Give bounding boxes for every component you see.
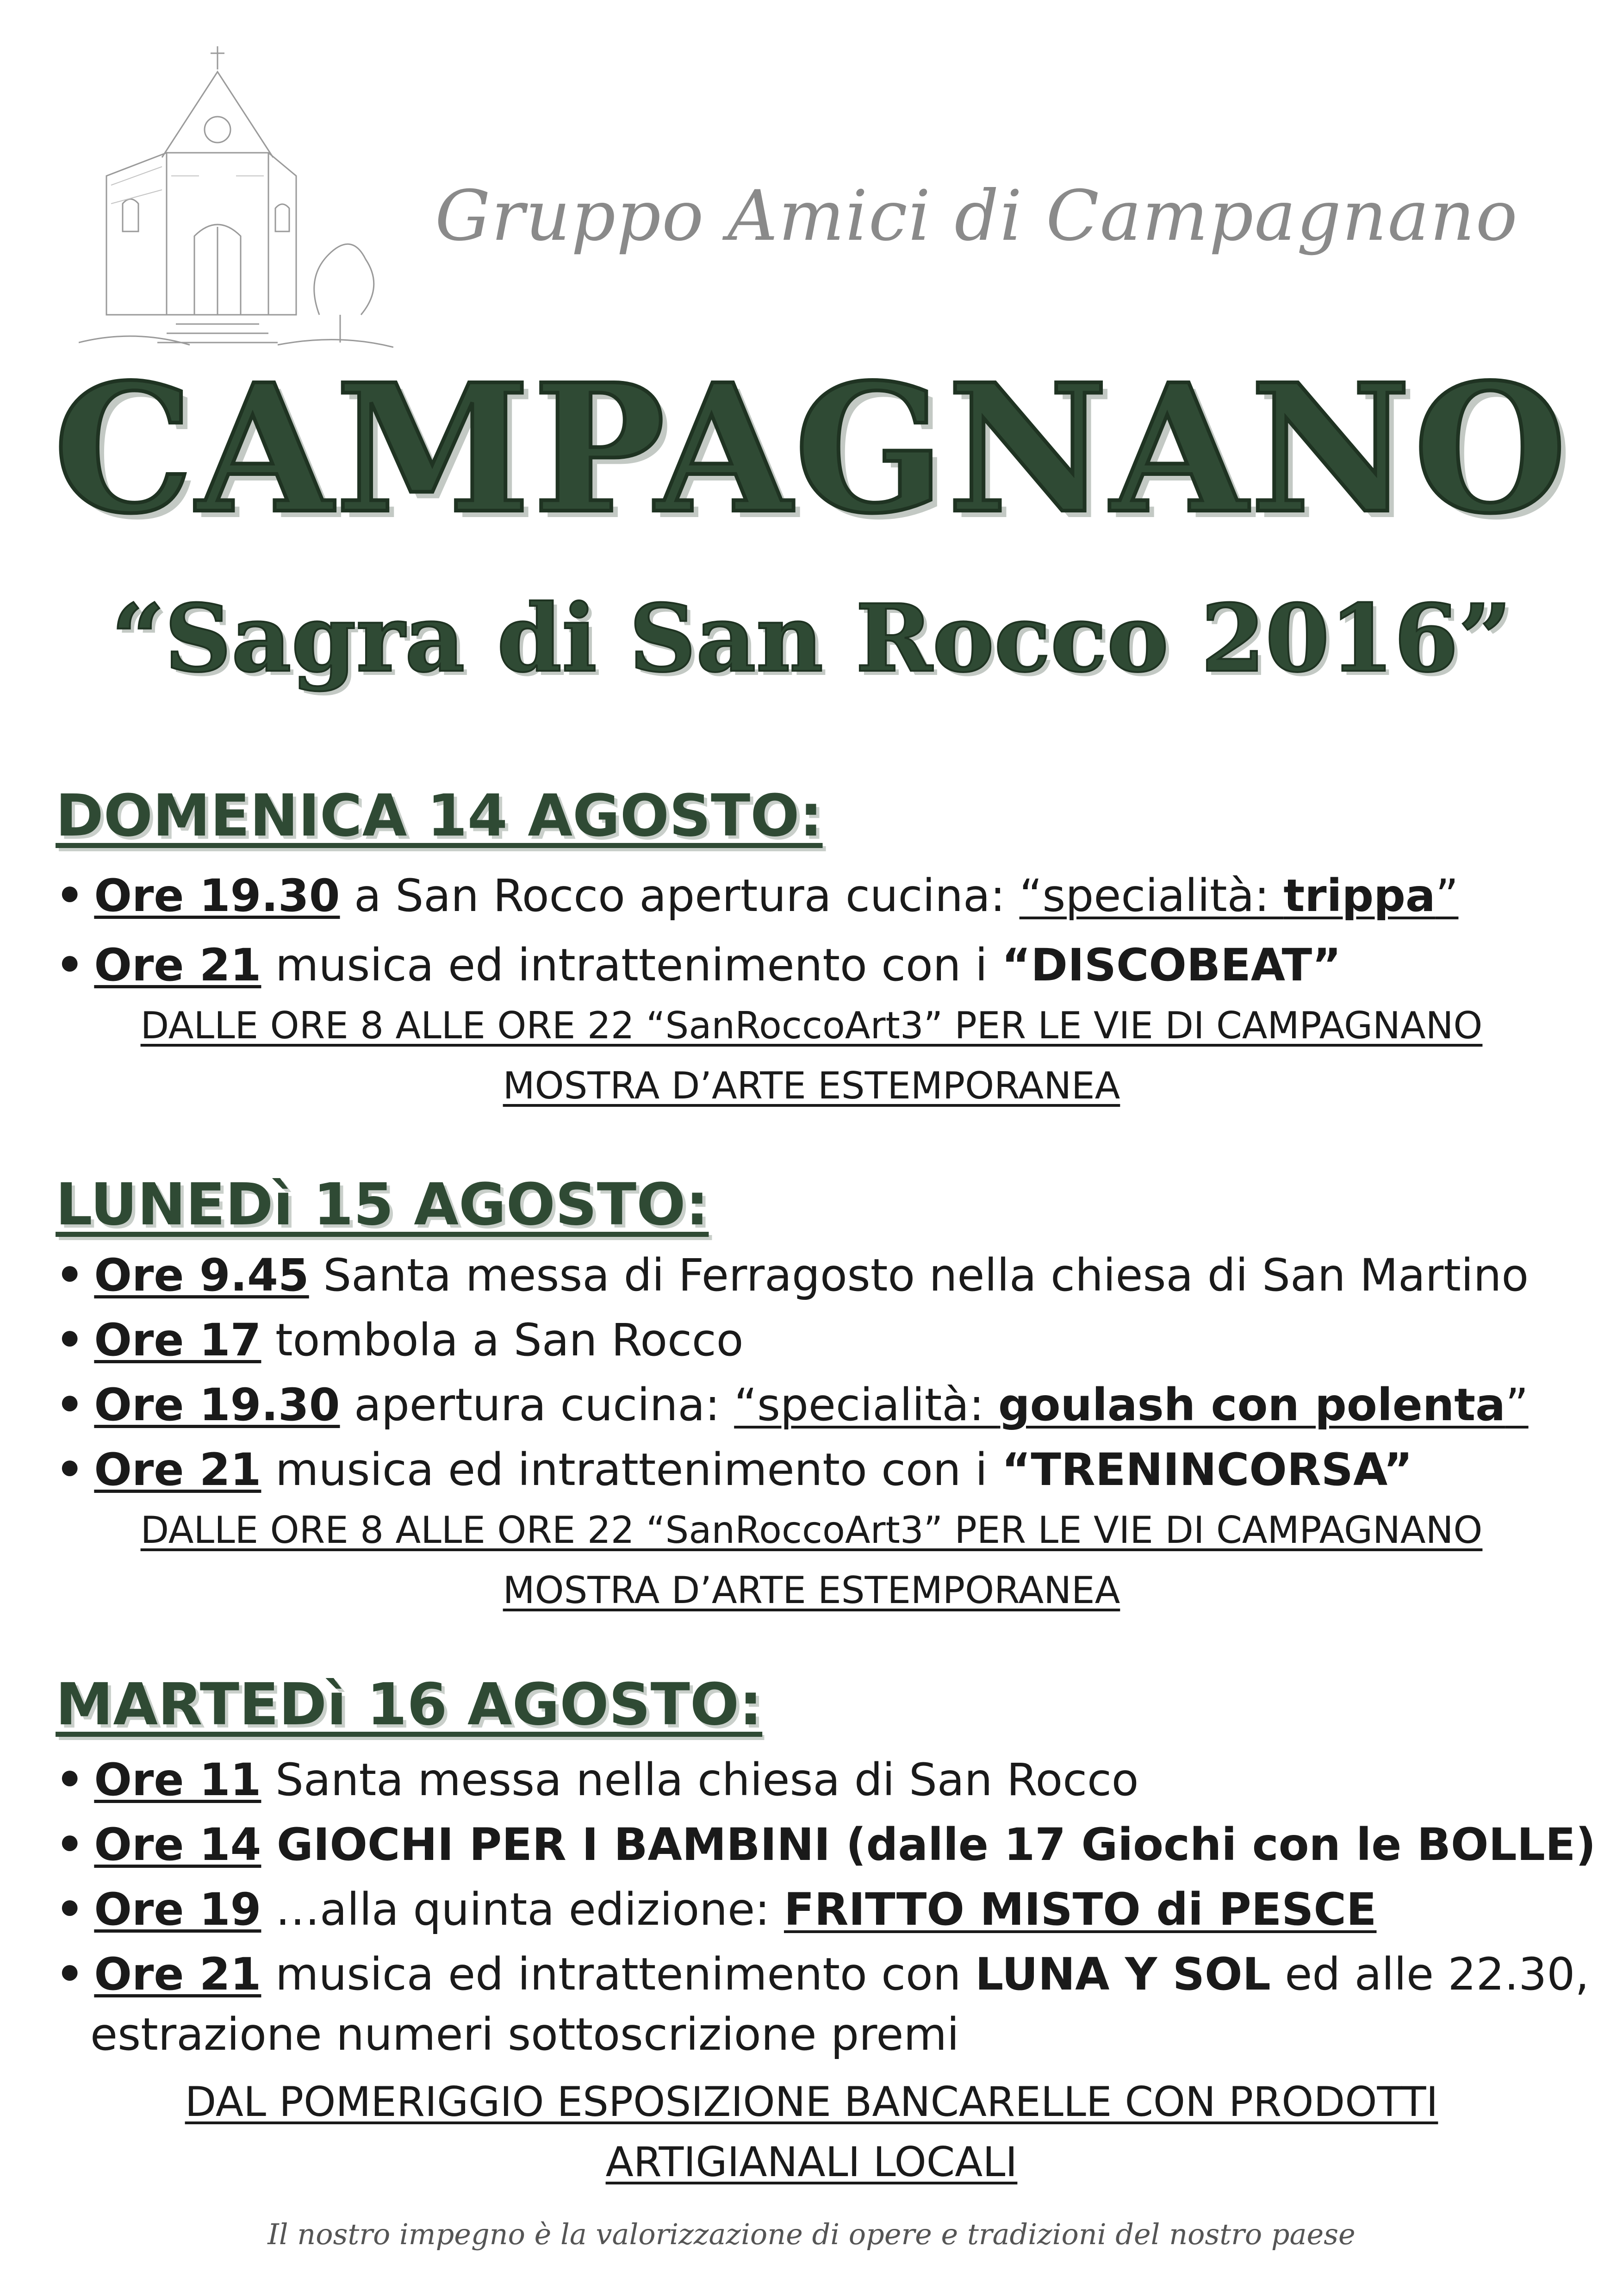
bullet: • — [56, 1754, 84, 1806]
event-text: GIOCHI PER I BAMBINI (dalle 17 Giochi con le BOLLE) — [261, 1819, 1596, 1871]
event-time: Ore 19.30 — [94, 1379, 340, 1431]
event-text: musica ed intrattenimento con — [261, 1948, 976, 2000]
bullet: • — [56, 1249, 84, 1301]
notice-text: DAL POMERIGGIO ESPOSIZIONE BANCARELLE CON PRODOTTI — [185, 2078, 1438, 2126]
notice-line — [0, 1569, 1623, 1612]
specialty-close: ” — [1435, 870, 1459, 922]
notice-line — [0, 1065, 1623, 1107]
event-text: …alla quinta edizione: — [261, 1884, 784, 1935]
notice-text: ARTIGIANALI LOCALI — [605, 2138, 1018, 2186]
specialty-dish: FRITTO MISTO di PESCE — [784, 1884, 1377, 1935]
event-text: musica ed intrattenimento con i — [261, 1444, 1002, 1496]
event-line-continuation: estrazione numeri sottoscrizione premi — [90, 2009, 959, 2060]
event-text-cont: ed alle 22.30, — [1270, 1948, 1589, 2000]
notice-text: DALLE ORE 8 ALLE ORE 22 “SanRoccoArt3” PER LE VIE DI CAMPAGNANO — [140, 1004, 1483, 1047]
event-line — [56, 1819, 1596, 1870]
footer-motto: Il nostro impegno è la valorizzazione di opere e tradizioni del nostro paese — [267, 2217, 1356, 2251]
bullet: • — [56, 1314, 84, 1366]
event-text: a San Rocco apertura cucina: — [340, 870, 1020, 922]
event-line — [56, 1250, 1529, 1301]
event-text: apertura cucina: — [340, 1379, 734, 1431]
event-line — [56, 1444, 1413, 1495]
event-line — [56, 1379, 1529, 1430]
bullet: • — [56, 870, 84, 922]
group-name: Gruppo Amici di Campagnano — [435, 176, 1518, 256]
notice-line — [0, 2078, 1623, 2125]
event-time: Ore 11 — [94, 1754, 261, 1806]
event-line — [56, 1949, 1589, 2000]
bullet: • — [56, 1379, 84, 1431]
event-text: tombola a San Rocco — [261, 1314, 744, 1366]
bullet: • — [56, 939, 84, 991]
event-line — [56, 1884, 1376, 1935]
notice-line — [0, 1004, 1623, 1047]
notice-text: DALLE ORE 8 ALLE ORE 22 “SanRoccoArt3” PER LE VIE DI CAMPAGNANO — [140, 1509, 1483, 1552]
event-time: Ore 9.45 — [94, 1249, 309, 1301]
event-text: musica ed intrattenimento con i — [261, 939, 1002, 991]
event-time: Ore 14 — [94, 1819, 261, 1871]
event-time: Ore 19.30 — [94, 870, 340, 922]
notice-text: MOSTRA D’ARTE ESTEMPORANEA — [503, 1569, 1120, 1612]
band-name: “TRENINCORSA” — [1001, 1444, 1413, 1496]
event-time: Ore 21 — [94, 1444, 261, 1496]
notice-line — [0, 1509, 1623, 1552]
day-heading: MARTEDì 16 AGOSTO: — [56, 1671, 763, 1738]
event-time: Ore 21 — [94, 1948, 261, 2000]
bullet: • — [56, 1948, 84, 2000]
event-time: Ore 21 — [94, 939, 261, 991]
event-line — [56, 940, 1341, 991]
notice-line — [0, 2139, 1623, 2185]
band-name: LUNA Y SOL — [975, 1948, 1271, 2000]
bullet: • — [56, 1884, 84, 1935]
event-line — [56, 1754, 1138, 1805]
church-sketch-logo — [79, 37, 393, 352]
notice-text: MOSTRA D’ARTE ESTEMPORANEA — [503, 1064, 1120, 1107]
specialty-dish: goulash con polenta — [998, 1379, 1505, 1431]
event-line — [56, 1315, 743, 1366]
day-heading: LUNEDì 15 AGOSTO: — [56, 1171, 709, 1238]
bullet: • — [56, 1444, 84, 1496]
specialty-label: “specialità: — [1019, 870, 1284, 922]
band-name: “DISCOBEAT” — [1001, 939, 1342, 991]
event-text: Santa messa di Ferragosto nella chiesa di San Martino — [309, 1249, 1529, 1301]
bullet: • — [56, 1819, 84, 1871]
specialty-dish: trippa — [1283, 870, 1436, 922]
event-subtitle: “Sagra di San Rocco 2016” — [111, 584, 1512, 693]
event-time: Ore 19 — [94, 1884, 261, 1935]
day-heading: DOMENICA 14 AGOSTO: — [56, 782, 823, 849]
event-line — [56, 870, 1458, 921]
event-text: Santa messa nella chiesa di San Rocco — [261, 1754, 1139, 1806]
specialty-close: ” — [1505, 1379, 1529, 1431]
specialty-label: “specialità: — [734, 1379, 998, 1431]
event-time: Ore 17 — [94, 1314, 261, 1366]
page-title: CAMPAGNANO — [53, 345, 1570, 552]
